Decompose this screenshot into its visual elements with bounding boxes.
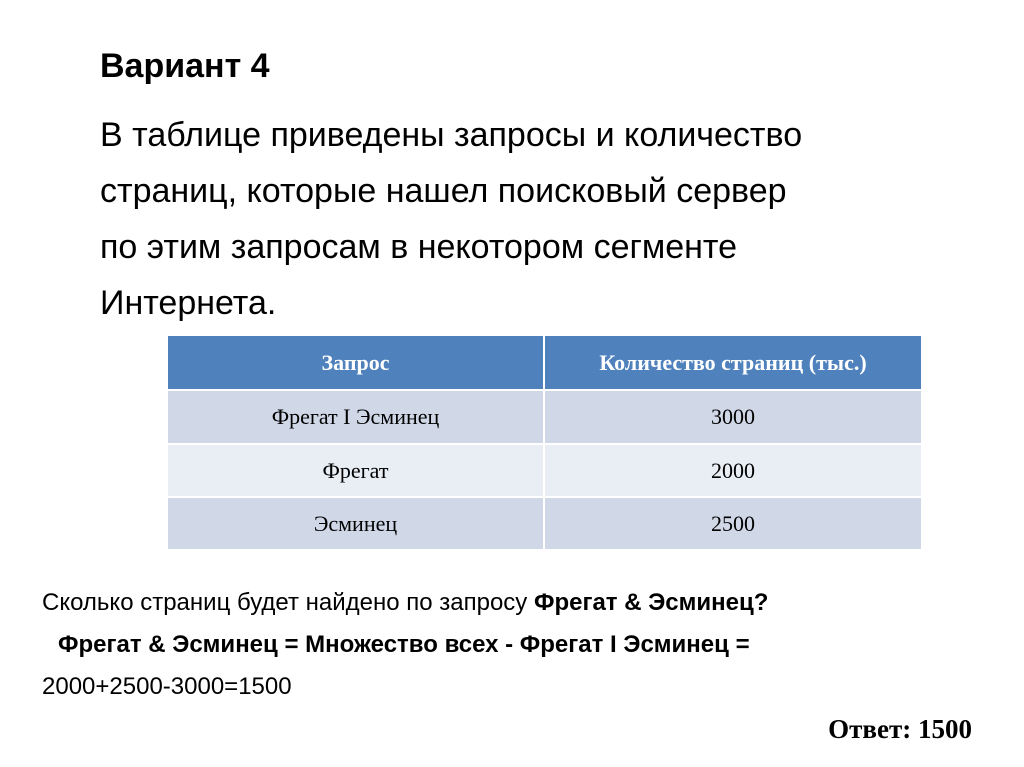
query-pages-table [168, 336, 921, 551]
table-row [168, 497, 921, 550]
table-row [168, 444, 921, 497]
cell-query: Фрегат I Эсминец [168, 390, 544, 444]
intro-paragraph [100, 107, 980, 331]
answer-text: Ответ: 1500 [828, 714, 972, 744]
cell-query: Эсминец [168, 497, 544, 550]
table-header-row [168, 336, 921, 390]
solution-formula: Фрегат & Эсминец = Множество всех - Фрегат I Эсминец = [58, 631, 750, 658]
solution-calculation: 2000+2500-3000=1500 [42, 673, 292, 700]
cell-page-count: 2500 [544, 497, 921, 550]
cell-query: Фрегат [168, 444, 544, 497]
intro-line: по этим запросам в некотором сегменте [100, 228, 738, 266]
question-prefix: Сколько страниц будет найдено по запросу [42, 589, 534, 616]
intro-line: В таблице приведены запросы и количество [100, 116, 803, 154]
intro-line: Интернета. [100, 284, 277, 322]
question-query: Фрегат & Эсминец? [533, 589, 769, 616]
question-text [42, 586, 768, 620]
cell-page-count: 2000 [544, 444, 921, 497]
slide-title: Вариант 4 [100, 47, 270, 85]
intro-line: страниц, которые нашел поисковый сервер [100, 172, 787, 210]
header-page-count: Количество страниц (тыс.) [544, 336, 921, 390]
table-row [168, 390, 921, 444]
header-query: Запрос [168, 336, 544, 390]
cell-page-count: 3000 [544, 390, 921, 444]
